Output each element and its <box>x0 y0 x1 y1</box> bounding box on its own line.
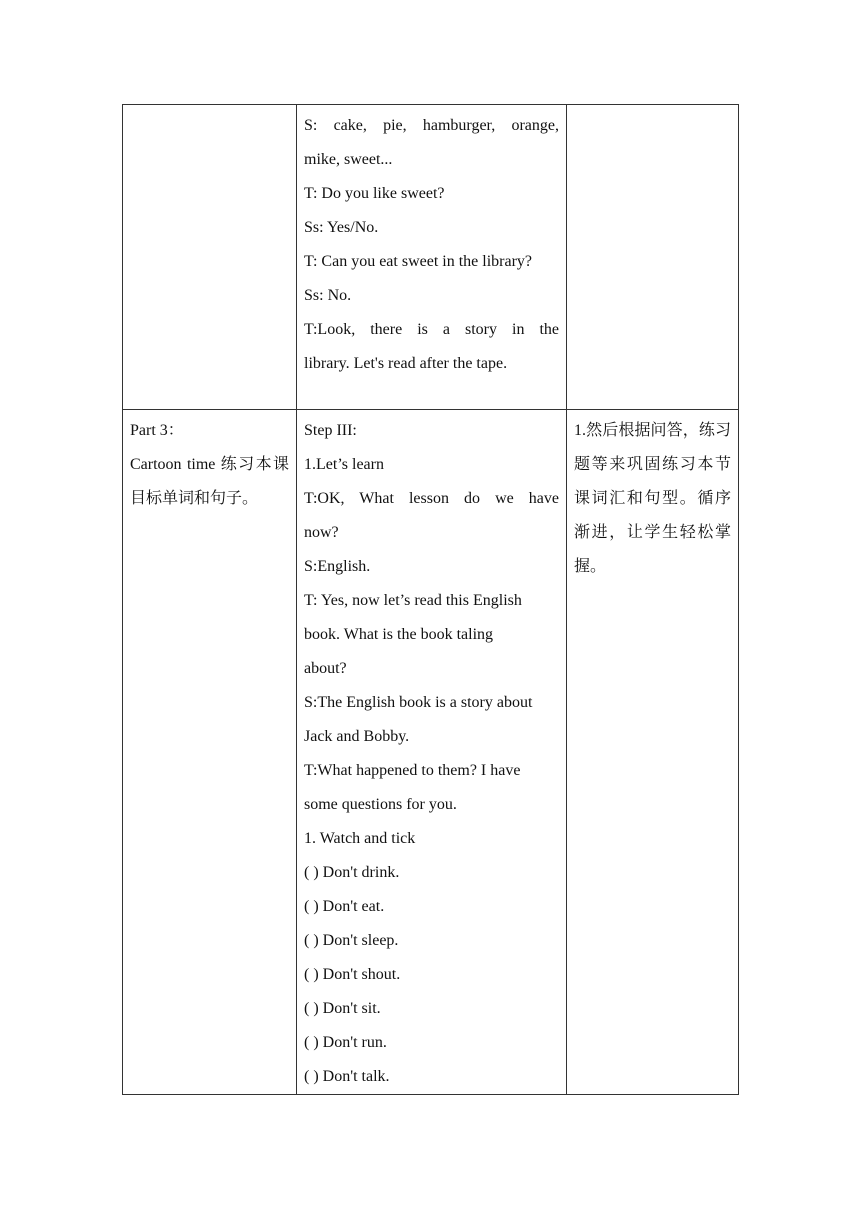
activity-line: S:English. <box>304 558 371 575</box>
activity-line: T: Can you eat sweet in the library? <box>304 253 533 270</box>
tick-item: ( ) Don't shout. <box>304 966 401 983</box>
row2-purpose-cell <box>567 410 739 1095</box>
tick-item: ( ) Don't run. <box>304 1034 387 1051</box>
activity-line: book. What is the book taling <box>304 626 494 643</box>
activity-line: library. Let's read after the tape. <box>304 355 508 372</box>
activity-line: some questions for you. <box>304 796 457 813</box>
row1-stage-cell <box>123 105 297 410</box>
activity-line: T: Do you like sweet? <box>304 185 445 202</box>
activity-line: T: Yes, now let’s read this English <box>304 592 522 609</box>
activity-line: mike, sweet... <box>304 151 393 168</box>
activity-line: Ss: Yes/No. <box>304 219 379 236</box>
activity-line: now? <box>304 524 339 541</box>
lesson-plan-table <box>122 104 739 1095</box>
tick-item: ( ) Don't eat. <box>304 898 385 915</box>
tick-item: ( ) Don't talk. <box>304 1068 390 1085</box>
table-row <box>123 410 739 1095</box>
part-label: Part 3： <box>130 422 184 439</box>
tick-item: ( ) Don't sit. <box>304 1000 381 1017</box>
row1-activity-cell <box>297 105 567 410</box>
activity-line: S:The English book is a story about <box>304 694 533 711</box>
activity-line: T:Look, there is a story in the <box>304 321 559 338</box>
activity-line: S: cake, pie, hamburger, orange, <box>304 117 559 134</box>
activity-line: about? <box>304 660 347 677</box>
activity-line: T:OK, What lesson do we have <box>304 490 559 507</box>
table-row <box>123 105 739 410</box>
activity-line: 1.Let’s learn <box>304 456 384 473</box>
tick-item: ( ) Don't drink. <box>304 864 400 881</box>
activity-line: T:What happened to them? I have <box>304 762 521 779</box>
row2-stage-cell <box>123 410 297 1095</box>
activity-line: 1. Watch and tick <box>304 830 416 847</box>
row1-purpose-cell <box>567 105 739 410</box>
purpose-text: 1.然后根据问答，练习题等来巩固练习本节课词汇和句型。循序渐进，让学生轻松掌握。 <box>574 422 731 575</box>
activity-line: Step III: <box>304 422 357 439</box>
tick-item: ( ) Don't sleep. <box>304 932 399 949</box>
row2-activity-cell <box>297 410 567 1095</box>
activity-line: Jack and Bobby. <box>304 728 410 745</box>
part-description: Cartoon time 练习本课目标单词和句子。 <box>130 456 289 507</box>
activity-line: Ss: No. <box>304 287 352 304</box>
